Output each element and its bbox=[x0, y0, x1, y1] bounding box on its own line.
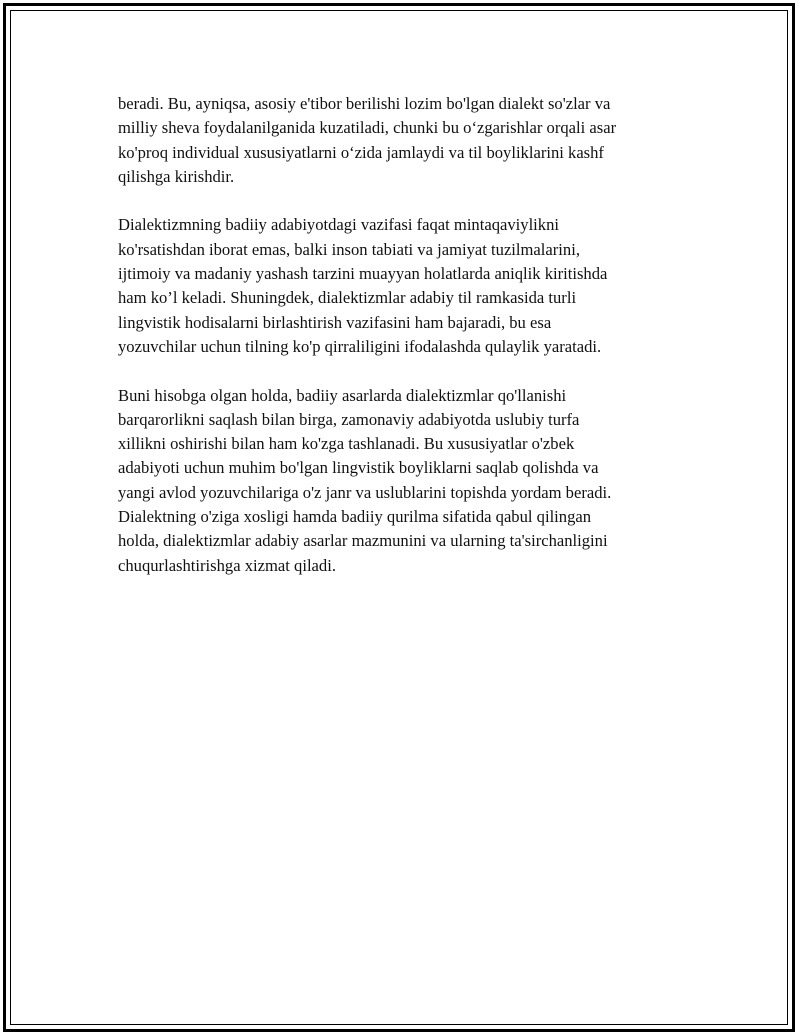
text-line: barqarorlikni saqlash bilan birga, zamonaviy adabiyotda uslubiy turfa bbox=[118, 409, 580, 429]
text-line: beradi. Bu, ayniqsa, asosiy e'tibor berilishi lozim bo'lgan dialekt so'zlar va bbox=[118, 94, 611, 113]
paragraph-1 bbox=[118, 92, 678, 189]
text-line: Dialektning o'ziga xosligi hamda badiiy qurilma sifatida qabul qilingan bbox=[118, 507, 592, 527]
text-line: Dialektizmning badiiy adabiyotdagi vazifasi faqat mintaqaviylikni bbox=[118, 215, 559, 235]
text-line: ijtimoiy va madaniy yashash tarzini muayyan holatlarda aniqlik kiritishda bbox=[118, 264, 608, 284]
text-line: adabiyoti uchun muhim bo'lgan lingvistik boyliklarni saqlab qolishda va bbox=[118, 458, 599, 478]
text-line: Buni hisobga olgan holda, badiiy asarlarda dialektizmlar qo'llanishi bbox=[118, 385, 567, 405]
paragraph-3 bbox=[118, 384, 678, 578]
text-line: milliy sheva foydalanilganida kuzatiladi, chunki bu o‘zgarishlar orqali asar bbox=[118, 118, 617, 138]
text-line: yozuvchilar uchun tilning ko'p qirraliligini ifodalashda qulaylik yaratadi. bbox=[118, 336, 602, 356]
text-line: yangi avlod yozuvchilariga o'z janr va uslublarini topishda yordam beradi. bbox=[118, 482, 612, 502]
text-line: xillikni oshirishi bilan ham ko'zga tashlanadi. Bu xususiyatlar o'zbek bbox=[118, 434, 575, 454]
text-line: holda, dialektizmlar adabiy asarlar mazmunini va ularning ta'sirchanligini bbox=[118, 531, 608, 551]
text-line: chuqurlashtirishga xizmat qiladi. bbox=[118, 555, 336, 575]
text-line: qilishga kirishdir. bbox=[118, 166, 235, 186]
text-line: ko'proq individual xususiyatlarni o‘zida jamlaydi va til boyliklarini kashf bbox=[118, 142, 604, 162]
text-line: ham ko’l keladi. Shuningdek, dialektizmlar adabiy til ramkasida turli bbox=[118, 288, 577, 308]
text-line: lingvistik hodisalarni birlashtirish vazifasini ham bajaradi, bu esa bbox=[118, 312, 552, 332]
paragraph-2 bbox=[118, 213, 678, 359]
document-body bbox=[118, 92, 678, 602]
text-line: ko'rsatishdan iborat emas, balki inson tabiati va jamiyat tuzilmalarini, bbox=[118, 239, 580, 259]
